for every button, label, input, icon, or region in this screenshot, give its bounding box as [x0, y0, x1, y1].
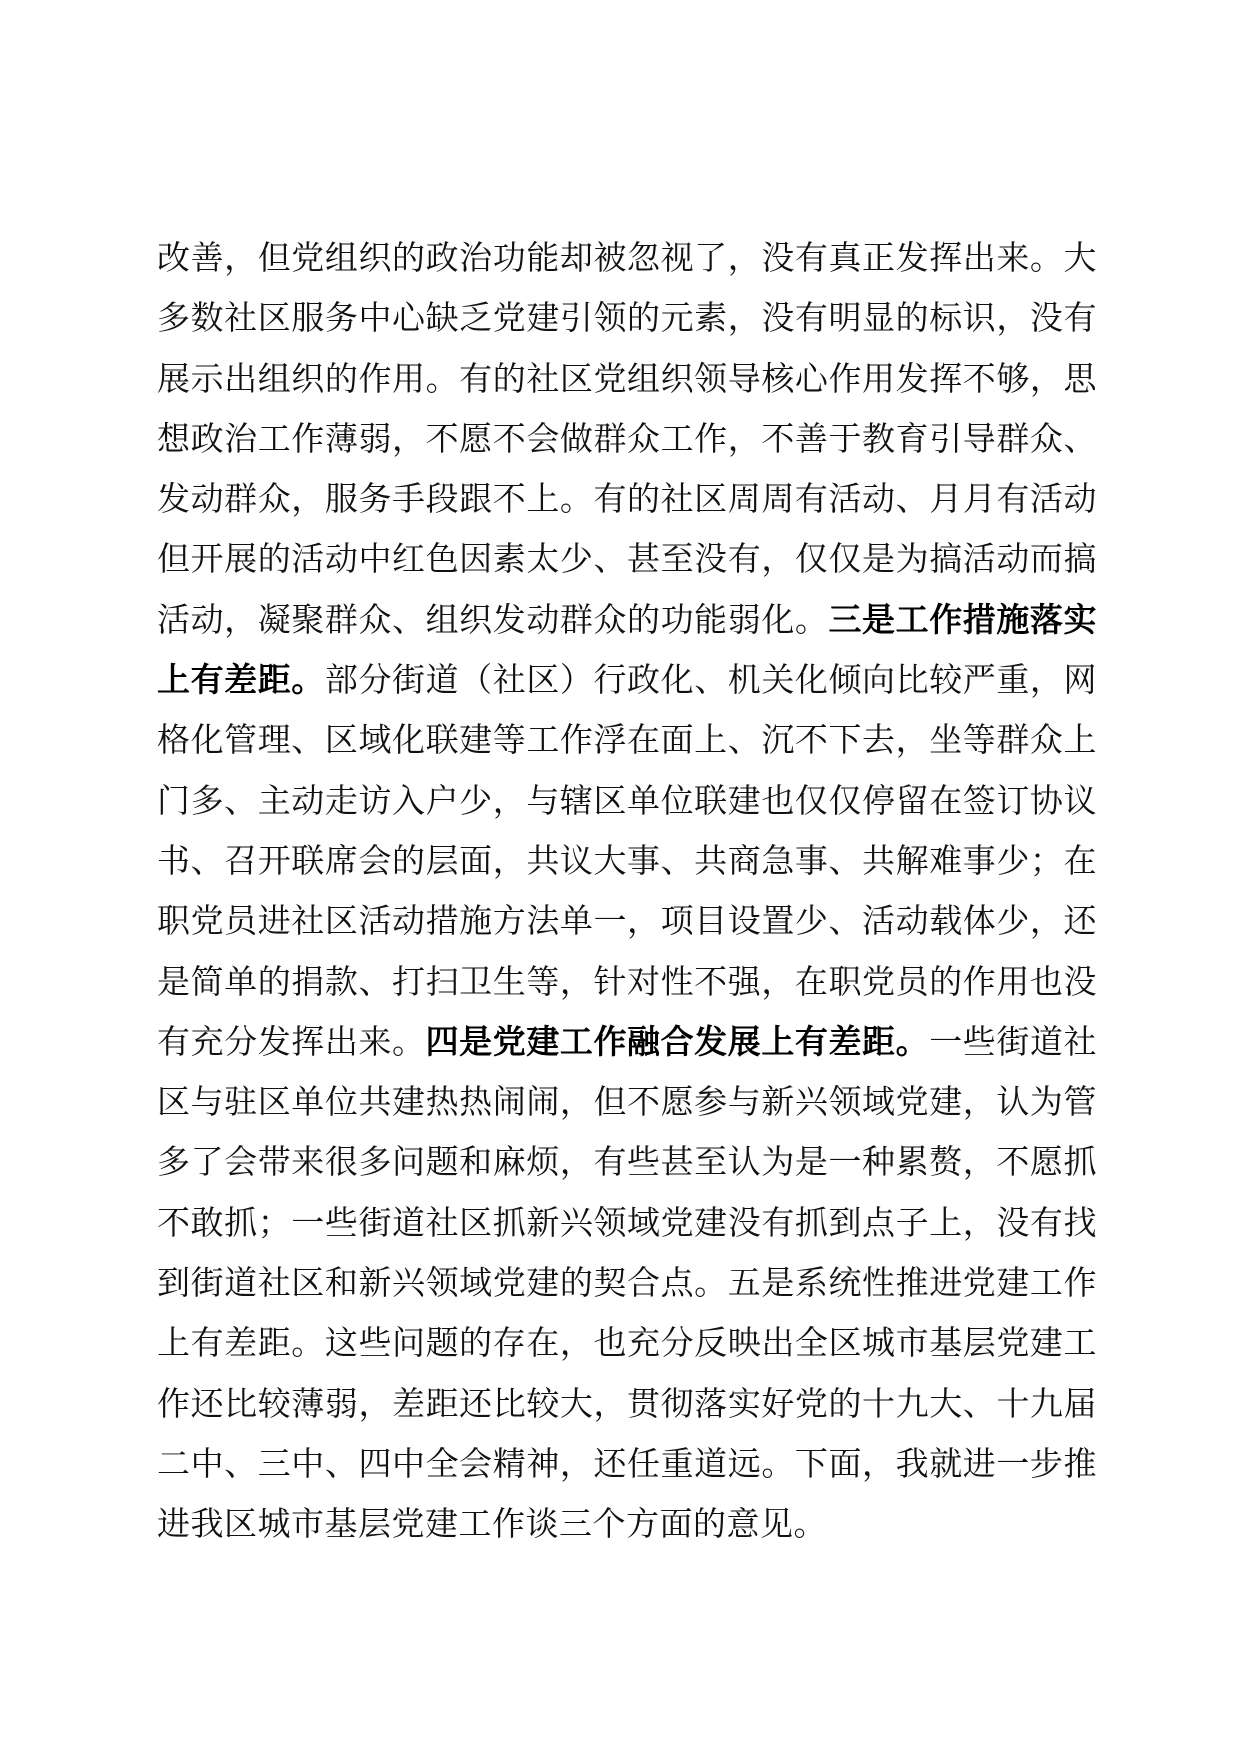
text-line [157, 1193, 1097, 1253]
text-line [157, 409, 1097, 469]
body-text: 区与驻区单位共建热热闹闹，但不愿参与新兴领域党建，认为管 [157, 1082, 1097, 1122]
bold-heading-text: 上有差距。 [157, 660, 325, 700]
text-line [157, 710, 1097, 770]
body-text: 书、召开联席会的层面，共议大事、共商急事、共解难事少；在 [157, 840, 1097, 880]
body-paragraph [157, 228, 1097, 1555]
text-line [157, 529, 1097, 589]
body-text: 职党员进社区活动措施方法单一，项目设置少、活动载体少，还 [157, 901, 1097, 941]
body-text: 活动，凝聚群众、组织发动群众的功能弱化。 [157, 599, 829, 639]
body-text: 想政治工作薄弱，不愿不会做群众工作，不善于教育引导群众、 [157, 418, 1097, 458]
bold-heading-text: 四是党建工作融合发展上有差距。 [425, 1021, 930, 1061]
text-line [157, 1374, 1097, 1434]
body-text: 多数社区服务中心缺乏党建引领的元素，没有明显的标识，没有 [157, 298, 1097, 338]
text-line [157, 1072, 1097, 1132]
body-text: 有充分发挥出来。 [157, 1021, 426, 1061]
text-line [157, 1434, 1097, 1494]
text-line [157, 1494, 1097, 1554]
body-text: 多了会带来很多问题和麻烦，有些甚至认为是一种累赘，不愿抓 [157, 1142, 1097, 1182]
text-line [157, 469, 1097, 529]
body-text: 格化管理、区域化联建等工作浮在面上、沉不下去，坐等群众上 [157, 720, 1097, 760]
bold-heading-text: 三是工作措施落实 [828, 599, 1098, 639]
body-text: 作还比较薄弱，差距还比较大，贯彻落实好党的十九大、十九届 [157, 1383, 1097, 1423]
text-line [157, 1132, 1097, 1192]
text-line [157, 1253, 1097, 1313]
text-line [157, 1012, 1097, 1072]
text-line [157, 349, 1097, 409]
text-line [157, 228, 1097, 288]
body-text: 改善，但党组织的政治功能却被忽视了，没有真正发挥出来。大 [157, 238, 1097, 277]
body-text: 展示出组织的作用。有的社区党组织领导核心作用发挥不够，思 [157, 358, 1097, 398]
text-line [157, 771, 1097, 831]
body-text: 到街道社区和新兴领域党建的契合点。五是系统性推进党建工作 [157, 1263, 1097, 1303]
body-text: 门多、主动走访入户少，与辖区单位联建也仅仅停留在签订协议 [157, 780, 1097, 820]
body-text: 上有差距。这些问题的存在，也充分反映出全区城市基层党建工 [157, 1323, 1097, 1363]
text-line [157, 891, 1097, 951]
text-line [157, 831, 1097, 891]
text-line [157, 590, 1097, 650]
body-text: 不敢抓；一些街道社区抓新兴领域党建没有抓到点子上，没有找 [157, 1202, 1097, 1242]
body-text: 是简单的捐款、打扫卫生等，针对性不强，在职党员的作用也没 [157, 961, 1097, 1001]
body-text: 发动群众，服务手段跟不上。有的社区周周有活动、月月有活动 [157, 479, 1097, 519]
text-line [157, 1313, 1097, 1373]
body-text: 二中、三中、四中全会精神，还任重道远。下面，我就进一步推 [157, 1443, 1097, 1483]
body-text: 但开展的活动中红色因素太少、甚至没有，仅仅是为搞活动而搞 [157, 539, 1097, 579]
body-text: 进我区城市基层党建工作谈三个方面的意见。 [157, 1504, 827, 1544]
body-text: 部分街道（社区）行政化、机关化倾向比较严重，网 [324, 660, 1098, 700]
text-line [157, 650, 1097, 710]
text-line [157, 288, 1097, 348]
body-text: 一些街道社 [929, 1021, 1098, 1061]
text-line [157, 952, 1097, 1012]
